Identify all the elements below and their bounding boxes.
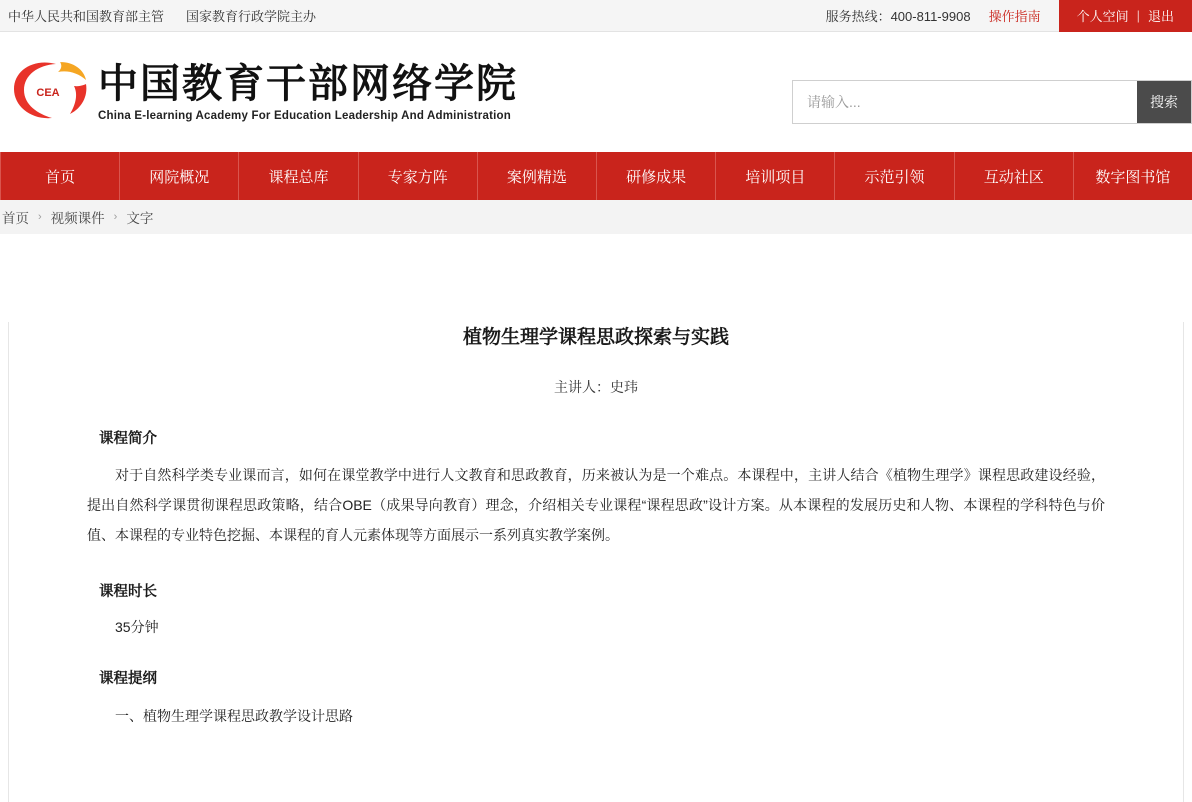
- nav-item-results[interactable]: 研修成果: [597, 152, 716, 200]
- breadcrumb-item-home[interactable]: 首页: [2, 211, 29, 226]
- utility-bar-left: [0, 6, 316, 25]
- logout-link[interactable]: 退出: [1147, 9, 1174, 24]
- nav-item-course-library[interactable]: 课程总库: [239, 152, 358, 200]
- breadcrumb-item-video-courseware[interactable]: 视频课件: [50, 211, 105, 226]
- outline-item: 一、植物生理学课程思政教学设计思路: [115, 708, 353, 724]
- brand-name-en: China E-learning Academy For Education Leadership And Administration: [98, 110, 511, 123]
- supervisor-text: 中华人民共和国教育部主管: [8, 9, 165, 24]
- nav-item-overview[interactable]: 网院概况: [120, 152, 239, 200]
- breadcrumb-arrow-icon: ›: [38, 211, 42, 223]
- course-duration-value: 35分钟: [115, 619, 159, 635]
- course-speaker: 主讲人：史玮: [554, 379, 638, 395]
- brand-name-cn: 中国教育干部网络学院: [98, 60, 518, 106]
- utility-bar: [0, 0, 1192, 32]
- nav-item-home[interactable]: 首页: [0, 152, 120, 200]
- nav-item-training-projects[interactable]: 培训项目: [716, 152, 835, 200]
- main-navigation: [0, 152, 1192, 200]
- site-logo[interactable]: [8, 56, 518, 128]
- nav-item-digital-library[interactable]: 数字图书馆: [1095, 168, 1171, 186]
- organizer-text: 国家教育行政学院主办: [186, 9, 317, 24]
- section-heading-duration: 课程时长: [99, 584, 157, 600]
- search-box[interactable]: [792, 80, 1192, 124]
- brand-text: [98, 62, 518, 123]
- personal-space-link[interactable]: 个人空间: [1076, 9, 1129, 24]
- user-account-block[interactable]: [1059, 0, 1192, 32]
- nav-item-community[interactable]: 互动社区: [955, 152, 1074, 200]
- nav-item-demonstration[interactable]: 示范引领: [835, 152, 954, 200]
- utility-bar-right: [826, 0, 1192, 31]
- hotline-text: 服务热线：400-811-9908: [825, 9, 971, 24]
- search-input[interactable]: [793, 81, 1137, 123]
- nav-item-cases[interactable]: 案例精选: [478, 152, 597, 200]
- course-detail-panel: [8, 322, 1184, 802]
- site-header: [0, 32, 1192, 152]
- svg-text:CEA: CEA: [36, 87, 60, 99]
- operation-guide-link[interactable]: 操作指南: [988, 9, 1041, 24]
- academy-logo-icon: [8, 56, 92, 128]
- breadcrumb-item-text[interactable]: 文字: [126, 211, 154, 226]
- nav-item-experts[interactable]: 专家方阵: [359, 152, 478, 200]
- section-heading-outline: 课程提纲: [99, 671, 157, 687]
- course-introduction-text: 对于自然科学类专业课而言，如何在课堂教学中进行人文教育和思政教育，历来被认为是一个难点。本课程中，主讲人结合《植物生理学》课程思政建设经验，提出自然科学课贯彻课程思政策略，结合OBE（成果导向教育）理念，介绍相关专业课程“课程思政”设计方案。从本课程的发展历史和人物、本课程的学科特色与价值、本课程的专业特色挖掘、本课程的育人元素体现等方面展示一系列真实教学案例。: [87, 467, 1105, 543]
- breadcrumb-arrow-icon: ›: [113, 211, 118, 223]
- search-button[interactable]: 搜索: [1137, 81, 1191, 123]
- user-block-separator: |: [1136, 8, 1140, 23]
- breadcrumb: [0, 200, 1192, 234]
- section-heading-introduction: 课程简介: [99, 431, 157, 447]
- page-title: 植物生理学课程思政探索与实践: [462, 327, 729, 348]
